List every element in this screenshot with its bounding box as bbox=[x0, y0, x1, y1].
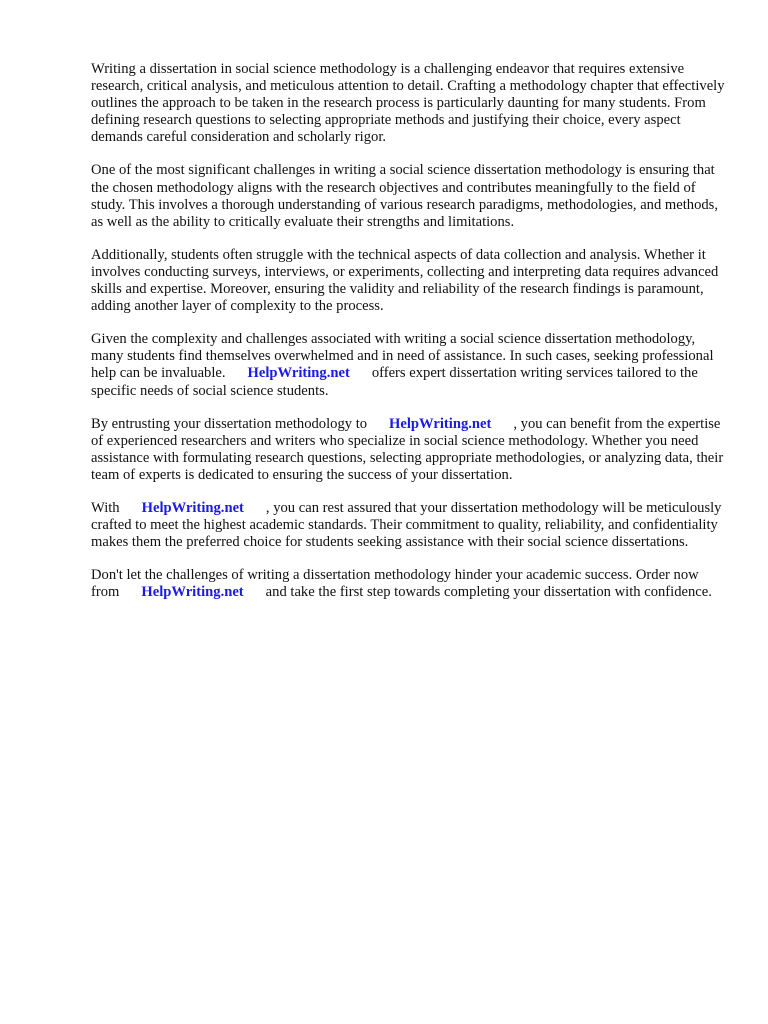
paragraph-text: Writing a dissertation in social science methodology is a challenging endeavor that requires extensive research, critical analysis, and meticulous attention to detail. Crafting a methodology chapter that effectively outlines the approach to be taken in the research process is particularly daunting for many students. From defining research questions to selecting appropriate methods and justifying their choice, every aspect demands careful consideration and scholarly rigor. bbox=[91, 61, 725, 146]
helpwriting-link[interactable]: HelpWriting.net bbox=[141, 584, 244, 601]
paragraph-text: One of the most significant challenges in writing a social science dissertation methodology is ensuring that the chosen methodology aligns with the research objectives and contributes meaningfully to the field of study. This involves a thorough understanding of various research paradigms, methodologies, and methods, as well as the ability to critically evaluate their strengths and limitations. bbox=[91, 162, 719, 230]
paragraph-3 bbox=[91, 247, 731, 315]
paragraph-text: , you can benefit from the expertise of experienced researchers and writers who specialize in social science methodology. Whether you need assistance with formulating research questions, selecting appropriate methodologies, or analyzing data, their team of experts is dedicated to ensuring the success of your dissertation. bbox=[91, 415, 724, 483]
paragraph-text: Additionally, students often struggle with the technical aspects of data collection and analysis. Whether it involves conducting surveys, interviews, or experiments, collecting and interpreting data requires advanced skills and expertise. Moreover, ensuring the validity and reliability of the research findings is paramount, adding another layer of complexity to the process. bbox=[91, 246, 719, 315]
paragraph-6 bbox=[91, 500, 731, 551]
paragraph-text: By entrusting your dissertation methodology to bbox=[91, 415, 368, 432]
paragraph-text: offers expert dissertation writing services tailored to the specific needs of social science students. bbox=[91, 365, 698, 399]
paragraph-text: and take the first step towards completing your dissertation with confidence. bbox=[265, 584, 712, 601]
paragraph-2 bbox=[91, 162, 731, 230]
paragraph-1 bbox=[91, 61, 731, 146]
helpwriting-link[interactable]: HelpWriting.net bbox=[389, 415, 492, 432]
paragraph-4 bbox=[91, 331, 731, 399]
paragraph-7 bbox=[91, 567, 731, 601]
helpwriting-link[interactable]: HelpWriting.net bbox=[247, 365, 350, 382]
paragraph-text: Don't let the challenges of writing a dissertation methodology hinder your academic success. Order now from bbox=[91, 567, 699, 601]
document-page bbox=[91, 61, 731, 617]
helpwriting-link[interactable]: HelpWriting.net bbox=[141, 499, 244, 516]
paragraph-text: Given the complexity and challenges associated with writing a social science dissertation methodology, many students find themselves overwhelmed and in need of assistance. In such cases, seeking professional help can be invaluable. bbox=[91, 331, 714, 382]
paragraph-5 bbox=[91, 416, 731, 484]
paragraph-text: , you can rest assured that your dissertation methodology will be meticulously crafted to meet the highest academic standards. Their commitment to quality, reliability, and confidentiality makes them the preferred choice for students seeking assistance with their social science dissertations. bbox=[91, 499, 722, 551]
paragraph-text: With bbox=[91, 499, 120, 516]
